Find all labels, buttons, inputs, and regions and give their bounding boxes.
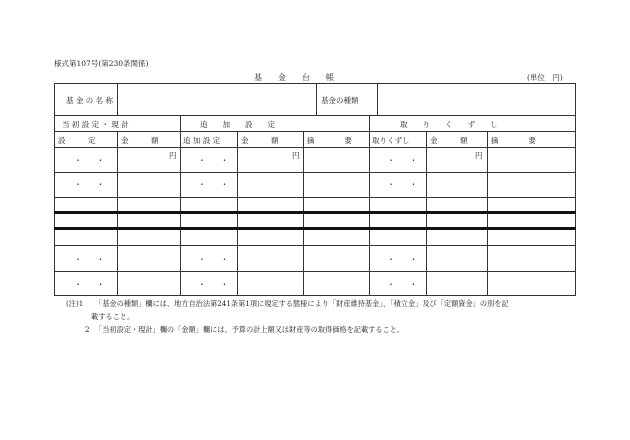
date-dots: ・ ・	[198, 180, 235, 189]
ledger-table	[54, 83, 576, 296]
note2-prefix: 2	[85, 325, 90, 334]
yen-mark: 円	[169, 151, 177, 160]
yen-mark: 円	[475, 151, 483, 160]
fund-name-value	[128, 89, 314, 111]
yen-mark: 円	[292, 151, 300, 160]
note2-line1: 「当初設定・現計」欄の「金額」欄には、予算の計上額又は財産等の取得価格を記載すること。	[95, 325, 405, 334]
date-dots: ・ ・	[387, 280, 424, 289]
col-setting: 設 定	[58, 136, 96, 145]
date-dots: ・ ・	[198, 280, 235, 289]
date-dots: ・ ・	[387, 255, 424, 264]
col-remarks-additional: 摘 要	[307, 136, 352, 145]
col-remarks-withdrawal: 摘 要	[491, 136, 536, 145]
fund-type-label: 基金の種類	[321, 96, 359, 105]
fund-type-value	[384, 89, 570, 111]
date-dots: ・ ・	[198, 156, 235, 165]
date-dots: ・ ・	[198, 255, 235, 264]
col-amount-additional: 金 額	[241, 136, 279, 145]
form-number: 様式第107号(第230条関係)	[54, 59, 149, 68]
note1-line2: 載すること。	[91, 312, 135, 321]
date-dots: ・ ・	[74, 180, 111, 189]
page-title: 基 金 台 帳	[254, 73, 334, 82]
col-add-setting: 追 加 設 定	[183, 136, 221, 145]
note1-line1: 「基金の種類」欄には、地方自治法第241条第1項に規定する態様により「財産維持基金」、「積立金」及び「定額資金」の別を記	[95, 299, 509, 308]
unit-label: (単位 円)	[527, 73, 563, 82]
col-withdraw: 取りくずし	[372, 136, 410, 145]
date-dots: ・ ・	[74, 280, 111, 289]
date-dots: ・ ・	[74, 156, 111, 165]
fund-name-label: 基 金 の 名 称	[66, 96, 114, 105]
date-dots: ・ ・	[74, 255, 111, 264]
group-withdrawal: 取 り く ず し	[400, 120, 498, 129]
col-amount-withdrawal: 金 額	[430, 136, 468, 145]
date-dots: ・ ・	[387, 180, 424, 189]
group-additional: 追 加 設 定	[200, 120, 275, 129]
date-dots: ・ ・	[387, 156, 424, 165]
col-amount-initial: 金 額	[121, 136, 159, 145]
group-initial: 当 初 設 定 ・ 現 計	[62, 120, 129, 129]
note1-prefix: (注)1	[66, 299, 84, 308]
